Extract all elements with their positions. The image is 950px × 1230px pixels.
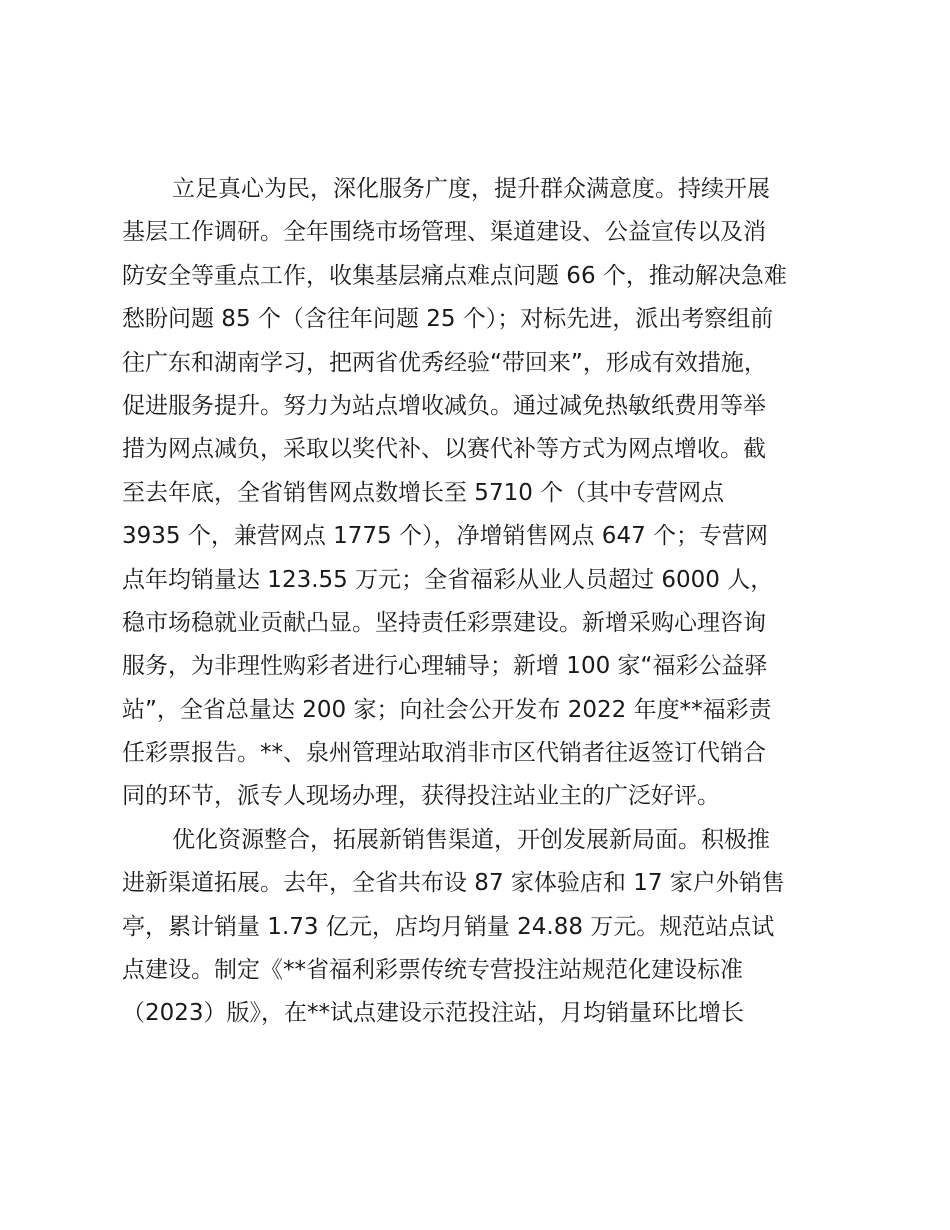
paragraph-1-line-15: 同的环节，派专人现场办理，获得投注站业主的广泛好评。 <box>122 783 720 810</box>
paragraph-2-line-1: 优化资源整合，拓展新销售渠道，开创发展新局面。积极推 <box>172 826 770 853</box>
paragraph-2-line-2: 进新渠道拓展。去年，全省共布设 87 家体验店和 17 家户外销售 <box>122 870 785 897</box>
paragraph-1-line-1: 立足真心为民，深化服务广度，提升群众满意度。持续开展 <box>172 176 770 202</box>
paragraph-1-line-9: 3935 个，兼营网点 1775 个），净增销售网点 647 个；专营网 <box>122 523 769 550</box>
document-body <box>122 168 832 1036</box>
paragraph-1-line-5: 往广东和湖南学习，把两省优秀经验“带回来”，形成有效措施， <box>122 349 767 376</box>
paragraph-1-line-6: 促进服务提升。努力为站点增收减负。通过减免热敏纸费用等举 <box>122 392 766 419</box>
paragraph-1-line-8: 至去年底，全省销售网点数增长至 5710 个（其中专营网点 <box>122 479 725 506</box>
paragraph-1-line-11: 稳市场稳就业贡献凸显。坚持责任彩票建设。新增采购心理咨询 <box>122 609 766 636</box>
paragraph-1-line-12: 服务，为非理性购彩者进行心理辅导；新增 100 家“福彩公益驿 <box>122 653 768 680</box>
paragraph-1-line-3: 防安全等重点工作，收集基层痛点难点问题 66 个，推动解决急难 <box>122 262 787 289</box>
paragraph-2-line-3: 亭，累计销量 1.73 亿元，店均月销量 24.88 万元。规范站点试 <box>122 913 775 940</box>
paragraph-2-line-4: 点建设。制定《**省福利彩票传统专营投注站规范化建设标准 <box>122 957 743 984</box>
paragraph-1-line-13: 站”，全省总量达 200 家；向社会公开发布 2022 年度**福彩责 <box>122 696 772 723</box>
paragraph-1-line-10: 点年均销量达 123.55 万元；全省福彩从业人员超过 6000 人， <box>122 566 774 593</box>
paragraph-1-line-2: 基层工作调研。全年围绕市场管理、渠道建设、公益宣传以及消 <box>122 219 766 246</box>
paragraph-1-line-7: 措为网点减负，采取以奖代补、以赛代补等方式为网点增收。截 <box>122 436 766 463</box>
paragraph-1-line-14: 任彩票报告。**、泉州管理站取消非市区代销者往返签订代销合 <box>122 740 766 767</box>
paragraph-1-line-4: 愁盼问题 85 个（含往年问题 25 个）；对标先进，派出考察组前 <box>122 306 774 333</box>
paragraph-2-line-5: （2023）版》，在**试点建设示范投注站，月均销量环比增长 <box>122 1000 745 1027</box>
